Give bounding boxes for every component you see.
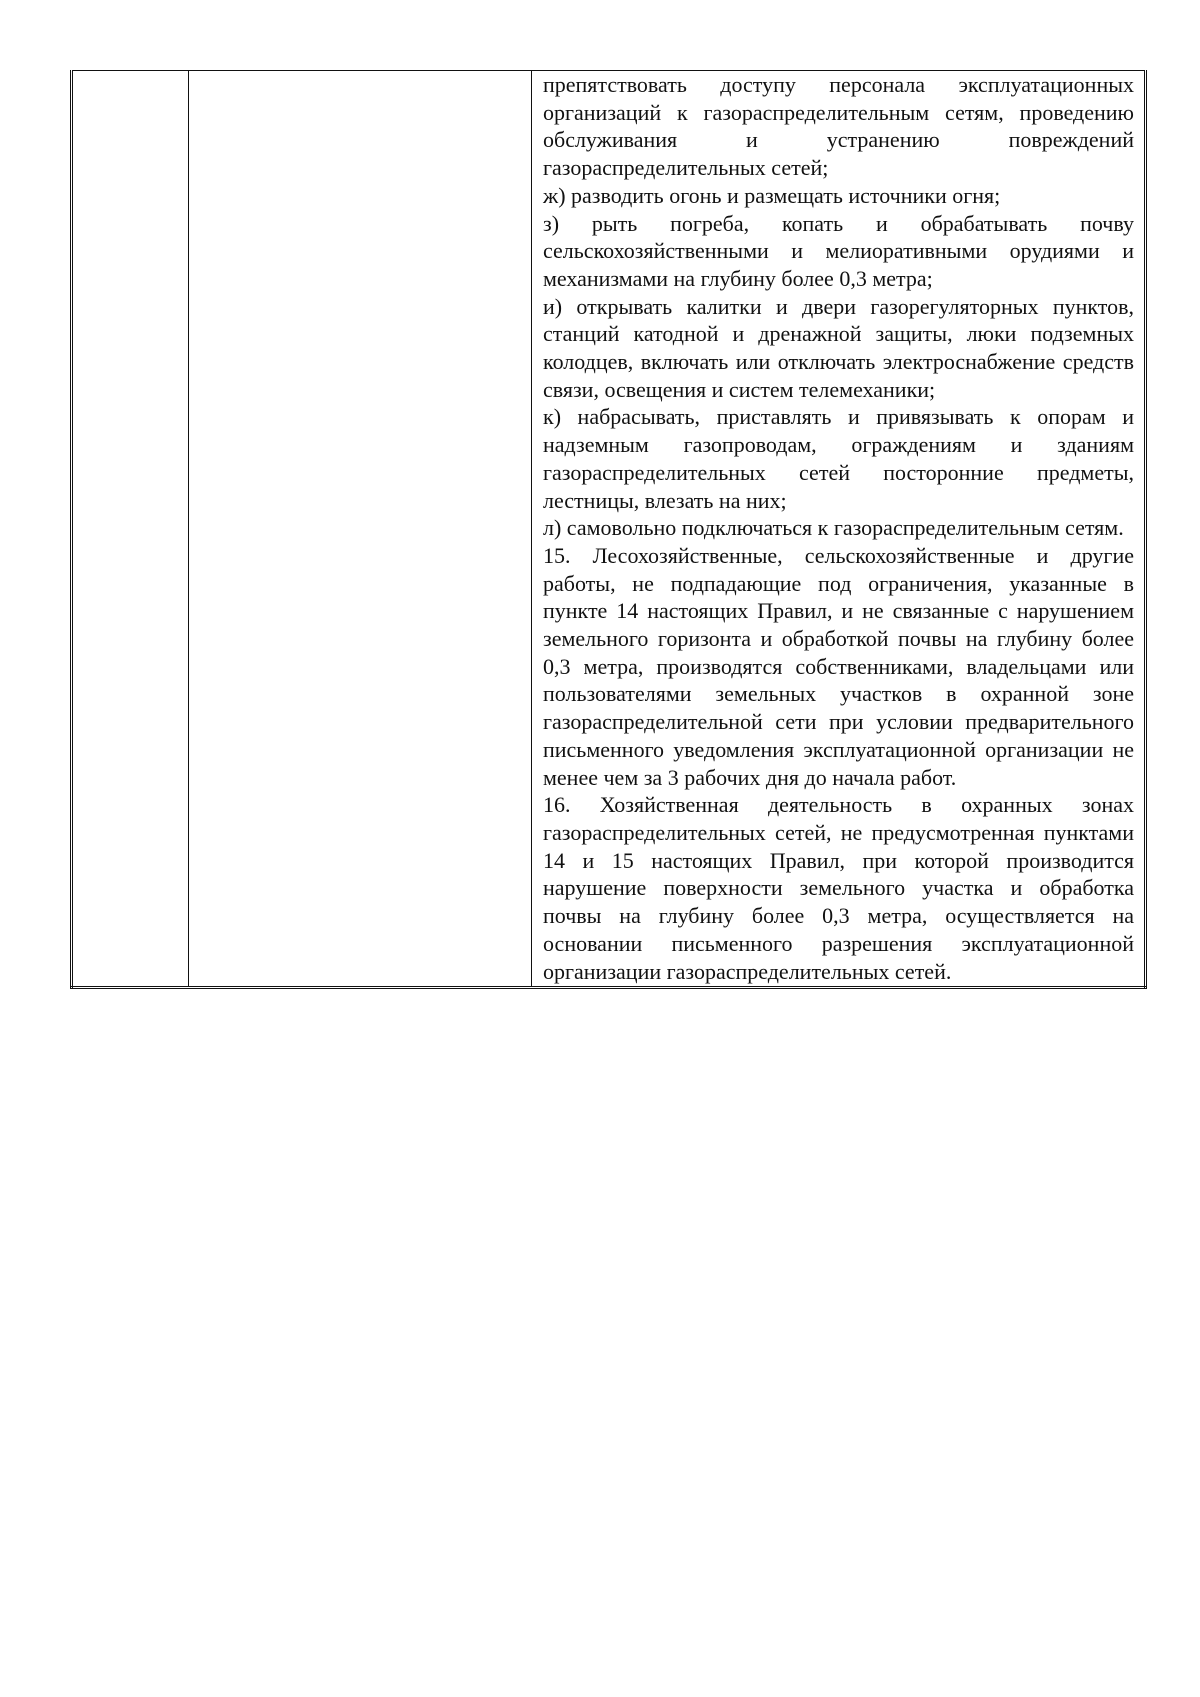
paragraph-item-zh: ж) разводить огонь и размещать источники огня; <box>543 182 1001 208</box>
paragraph-clause-15: 15. Лесохозяйственные, сельскохозяйственные и другие работы, не подпадающие под ограничения, указанные в пункте 14 настоящих Правил, и не связанные с нарушением земельного горизонта и обработкой почвы на глубину более 0,3 метра, производятся собственниками, владельцами или пользователями земельных участков в охранной зоне газораспределительной сети при условии предварительного письменного уведомления эксплуатационной организации не менее чем за 3 рабочих дня до начала работ. <box>543 542 1134 790</box>
table-cell-subject <box>189 71 532 988</box>
document-table <box>70 70 1147 989</box>
paragraph-item-i: и) открывать калитки и двери газорегуляторных пунктов, станций катодной и дренажной защиты, люки подземных колодцев, включать или отключать электроснабжение средств связи, освещения и систем телемеханики; <box>543 293 1134 402</box>
paragraph-item-l: л) самовольно подключаться к газораспределительным сетям. <box>543 515 1124 541</box>
table-row <box>72 71 1146 988</box>
paragraph-access-restriction: препятствовать доступу персонала эксплуатационных организаций к газораспределительным сетям, проведению обслуживания и устранению повреждений газораспределительных сетей; <box>543 72 1134 181</box>
paragraph-clause-16: 16. Хозяйственная деятельность в охранных зонах газораспределительных сетей, не предусмотренная пунктами 14 и 15 настоящих Правил, при которой производится нарушение поверхности земельного участка и обработка почвы на глубину более 0,3 метра, осуществляется на основании письменного разрешения эксплуатационной организации газораспределительных сетей. <box>543 792 1134 984</box>
table-cell-number <box>72 71 189 988</box>
table-cell-text <box>532 71 1146 988</box>
paragraph-item-k: к) набрасывать, приставлять и привязывать к опорам и надземным газопроводам, ограждениям и зданиям газораспределительных сетей посторонние предметы, лестницы, влезать на них; <box>543 404 1134 513</box>
paragraph-item-z: з) рыть погреба, копать и обрабатывать почву сельскохозяйственными и мелиоративными орудиями и механизмами на глубину более 0,3 метра; <box>543 210 1134 291</box>
